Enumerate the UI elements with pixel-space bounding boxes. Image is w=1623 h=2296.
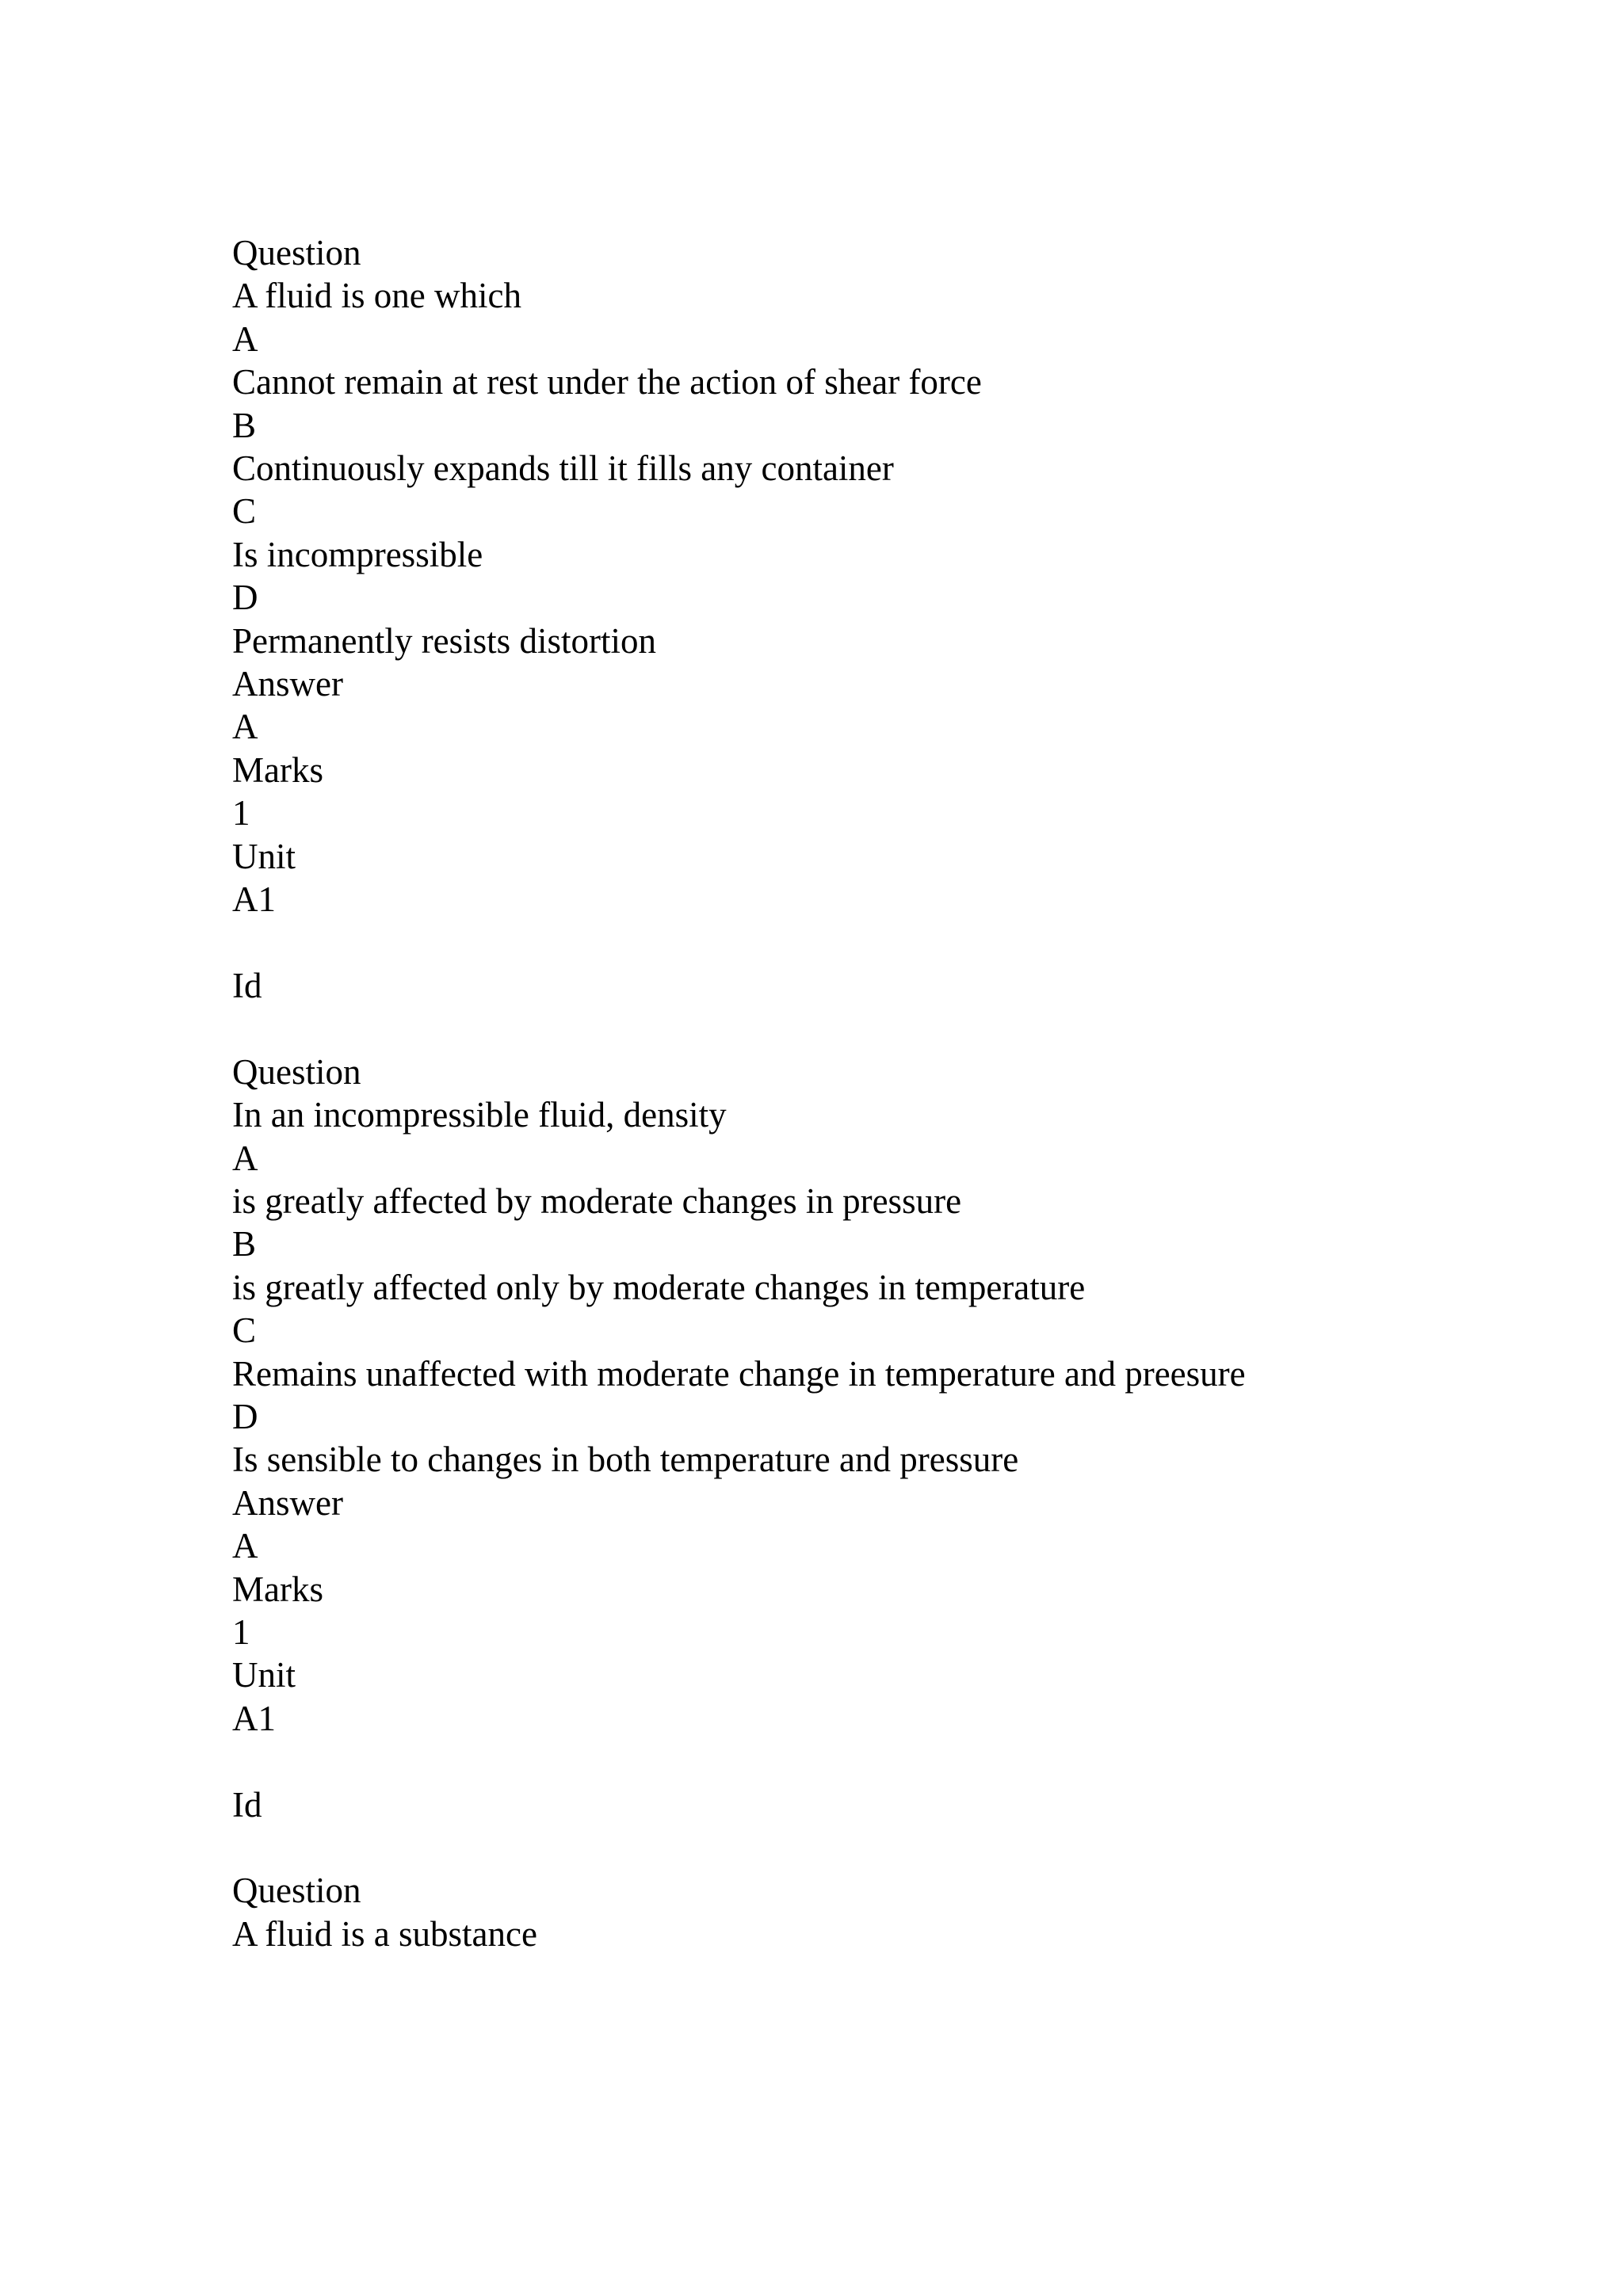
blank-line: [232, 921, 1548, 964]
unit-value: A1: [232, 1698, 276, 1738]
option-letter: D: [232, 578, 258, 618]
option-letter: B: [232, 405, 257, 445]
option-text: is greatly affected by moderate changes in pressure: [232, 1180, 962, 1221]
option-letter: A: [232, 318, 258, 359]
question-list: [232, 231, 1548, 1955]
blank-line: [232, 1740, 1548, 1783]
marks-value: 1: [232, 1611, 250, 1652]
option-text: Continuously expands till it fills any container: [232, 448, 894, 489]
unit-value: A1: [232, 879, 276, 920]
question-label: Question: [232, 233, 361, 273]
answer-label: Answer: [232, 664, 343, 704]
option-text: Is incompressible: [232, 534, 483, 574]
blank-line: [232, 1007, 1548, 1050]
question-label: Question: [232, 1051, 361, 1092]
option-text: Permanently resists distortion: [232, 620, 656, 661]
answer-value: A: [232, 707, 258, 747]
question-label: Question: [232, 1871, 361, 1911]
option-letter: B: [232, 1224, 257, 1264]
option-text: is greatly affected only by moderate changes in temperature: [232, 1267, 1086, 1307]
option-text: Remains unaffected with moderate change in temperature and preesure: [232, 1353, 1246, 1394]
option-letter: A: [232, 1138, 258, 1178]
question-block: [232, 964, 1548, 1740]
id-label: Id: [232, 965, 262, 1005]
option-text: Is sensible to changes in both temperature and pressure: [232, 1440, 1019, 1480]
option-letter: C: [232, 1310, 257, 1351]
option-text: Cannot remain at rest under the action of shear force: [232, 362, 982, 402]
id-label: Id: [232, 1784, 262, 1825]
option-letter: D: [232, 1396, 258, 1436]
answer-label: Answer: [232, 1482, 343, 1523]
marks-label: Marks: [232, 1569, 323, 1609]
marks-value: 1: [232, 793, 250, 833]
unit-label: Unit: [232, 836, 296, 876]
question-block: [232, 231, 1548, 921]
question-text: In an incompressible fluid, density: [232, 1095, 727, 1135]
marks-label: Marks: [232, 749, 323, 790]
answer-value: A: [232, 1526, 258, 1566]
unit-label: Unit: [232, 1655, 296, 1695]
question-text: A fluid is a substance: [232, 1913, 537, 1954]
blank-line: [232, 1826, 1548, 1869]
question-block: [232, 1783, 1548, 1956]
question-text: A fluid is one which: [232, 276, 521, 316]
option-letter: C: [232, 491, 257, 532]
